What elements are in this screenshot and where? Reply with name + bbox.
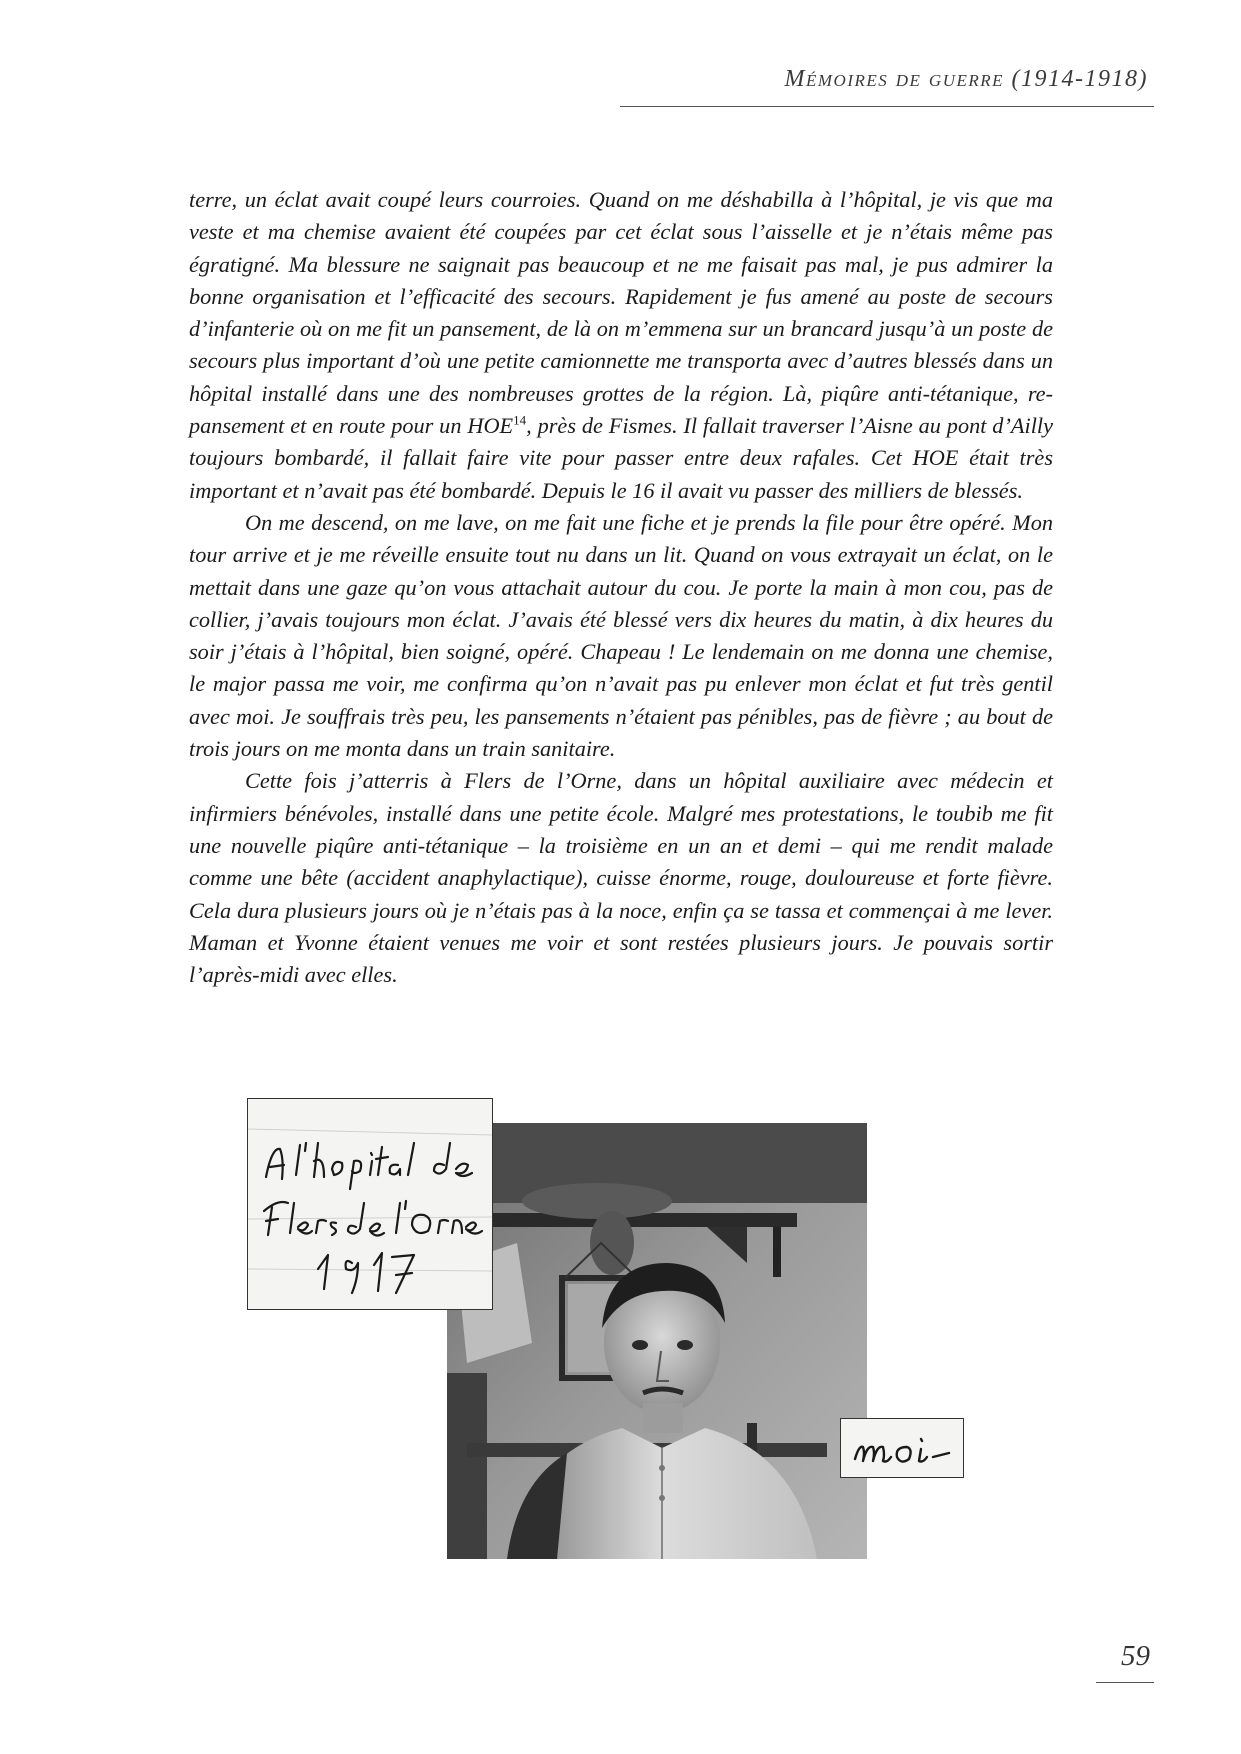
page-number: 59 bbox=[1121, 1640, 1150, 1672]
handwritten-caption-right bbox=[840, 1418, 964, 1478]
handwritten-caption-right-image bbox=[841, 1419, 964, 1478]
paragraph-2: On me descend, on me lave, on me fait une fiche et je prends la file pour être opéré. Mon tour arrive et je me réveille ensuite tout nu dans un lit. Quand on vous extrayait un éclat, on le mettait dans une gaze qu’on vous attachait autour du cou. Je porte la main à mon cou, pas de collier, j’avais toujours mon éclat. J’avais été blessé vers dix heures du matin, à dix heures du soir j’étais à l’hôpital, bien soigné, opéré. Chapeau ! Le lendemain on me donna une chemise, le major passa me voir, me confirma qu’on n’avait pas pu enlever mon éclat et fut très gentil avec moi. Je souffrais très peu, les pansements n’étaient pas pénibles, pas de fièvre ; au bout de trois jours on me monta dans un train sanitaire. bbox=[189, 509, 1053, 762]
portrait-photo-image bbox=[447, 1123, 867, 1559]
paragraph-1 bbox=[189, 184, 1053, 507]
footnote-ref: 14 bbox=[513, 412, 527, 428]
paragraph-3: Cette fois j’atterris à Flers de l’Orne, dans un hôpital auxiliaire avec médecin et infirmiers bénévoles, installé dans une petite école. Malgré mes protestations, le toubib me fit une nouvelle piqûre anti-tétanique – la troisième en un an et demi – qui me rendit malade comme une bête (accident anaphylactique), cuisse énorme, rouge, douloureuse et forte fièvre. Cela dura plusieurs jours où je n’étais pas à la noce, enfin ça se tassa et commençai à me lever. Maman et Yvonne étaient venues me voir et sont restées plusieurs jours. Je pouvais sortir l’après-midi avec elles. bbox=[189, 768, 1053, 988]
paragraph-1-text: terre, un éclat avait coupé leurs courroies. Quand on me déshabilla à l’hôpital, je vis que ma veste et ma chemise avaient été coupées par cet éclat sous l’aisselle et je n’étais même pas égratigné. Ma blessure ne saignait pas beaucoup et ne me faisait pas mal, je pus admirer la bonne organisation et l’efficacité des secours. Rapidement je fus amené au poste de secours d’infanterie où on me fit un pansement, de là on m’emmena sur un brancard jusqu’à un poste de secours plus important d’où une petite camionnette me transporta avec d’autres blessés dans un hôpital installé dans une des nombreuses grottes de la région. Là, piqûre anti-tétanique, re-pansement et en route pour un HOE bbox=[189, 187, 1053, 439]
handwritten-caption-left bbox=[247, 1098, 493, 1310]
handwritten-caption-left-image bbox=[248, 1099, 493, 1310]
running-head bbox=[620, 60, 1154, 107]
page-number-block bbox=[1096, 1640, 1154, 1683]
running-title: Mémoires de guerre (1914-1918) bbox=[784, 66, 1148, 92]
paragraph-1-text-after: , près de Fismes. Il fallait traverser l’Aisne au pont d’Ailly toujours bombardé, il fallait faire vite pour passer entre deux rafales. Cet HOE était très important et n’avait pas été bombardé. Depuis le 16 il avait vu passer des milliers de blessés. bbox=[189, 413, 1053, 503]
body-text bbox=[189, 184, 1053, 991]
portrait-photo bbox=[447, 1123, 867, 1559]
